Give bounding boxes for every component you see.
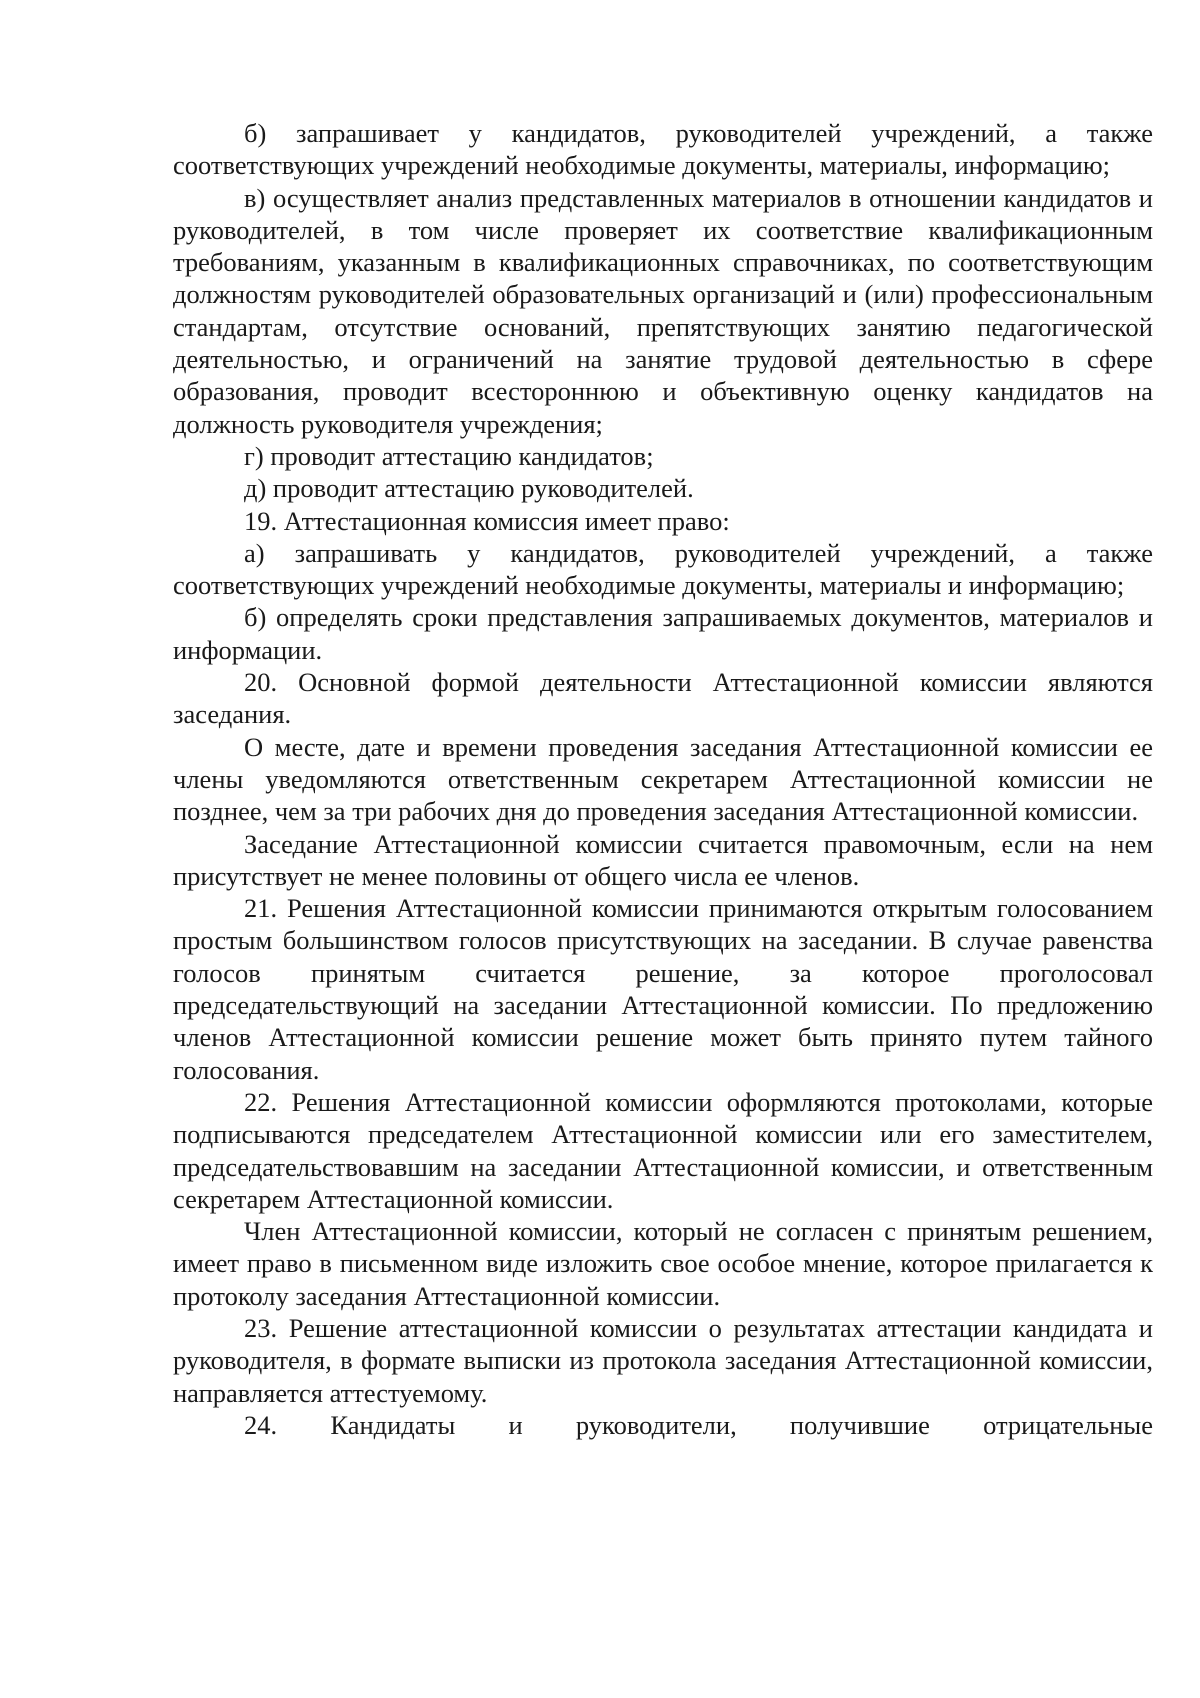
paragraph-24: 24. Кандидаты и руководители, получившие отрицательные <box>244 1409 1153 1440</box>
paragraph-18d: д) проводит аттестацию руководителей. <box>244 473 694 504</box>
paragraph-20-notice: О месте, дате и времени проведения заседания Аттестационной комиссии ее члены уведомляются ответственным секретарем Аттестационной комиссии не позднее, чем за три рабочих дня до проведения заседания Аттестационной комиссии. <box>173 731 1153 827</box>
paragraph-19a: а) запрашивать у кандидатов, руководителей учреждений, а также соответствующих учреждений необходимые документы, материалы и информацию; <box>173 537 1153 601</box>
paragraph-21: 21. Решения Аттестационной комиссии принимаются открытым голосованием простым большинством голосов присутствующих на заседании. В случае равенства голосов принятым считается решение, за которое проголосовал председательствующий на заседании Аттестационной комиссии. По предложению членов Аттестационной комиссии решение может быть принято путем тайного голосования. <box>173 893 1153 1085</box>
document-page <box>173 117 1153 1441</box>
paragraph-18g: г) проводит аттестацию кандидатов; <box>244 440 654 471</box>
paragraph-20-quorum: Заседание Аттестационной комиссии считается правомочным, если на нем присутствует не менее половины от общего числа ее членов. <box>173 828 1153 891</box>
paragraph-19b: б) определять сроки представления запрашиваемых документов, материалов и информации. <box>173 602 1153 665</box>
paragraph-20: 20. Основной формой деятельности Аттестационной комиссии являются заседания. <box>173 667 1153 730</box>
paragraph-23: 23. Решение аттестационной комиссии о результатах аттестации кандидата и руководителя, в формате выписки из протокола заседания Аттестационной комиссии, направляется аттестуемому. <box>173 1312 1153 1408</box>
paragraph-22: 22. Решения Аттестационной комиссии оформляются протоколами, которые подписываются председателем Аттестационной комиссии или его заместителем, председательствовавшим на заседании Аттестационной комиссии, и ответственным секретарем Аттестационной комиссии. <box>173 1086 1153 1214</box>
paragraph-19: 19. Аттестационная комиссия имеет право: <box>244 505 730 536</box>
paragraph-22-dissent: Член Аттестационной комиссии, который не согласен с принятым решением, имеет право в письменном виде изложить свое особое мнение, которое прилагается к протоколу заседания Аттестационной комиссии. <box>173 1216 1153 1311</box>
paragraph-18v: в) осуществляет анализ представленных материалов в отношении кандидатов и руководителей, в том числе проверяет их соответствие квалификационным требованиям, указанным в квалификационных справочниках, по соответствующим должностям руководителей образовательных организаций и (или) профессиональным стандартам, отсутствие оснований, препятствующих занятию педагогической деятельностью, и ограничений на занятие трудовой деятельностью в сфере образования, проводит всестороннюю и объективную оценку кандидатов на должность руководителя учреждения; <box>173 182 1153 439</box>
paragraph-18b: б) запрашивает у кандидатов, руководителей учреждений, а также соответствующих учреждений необходимые документы, материалы, информацию; <box>173 118 1153 181</box>
